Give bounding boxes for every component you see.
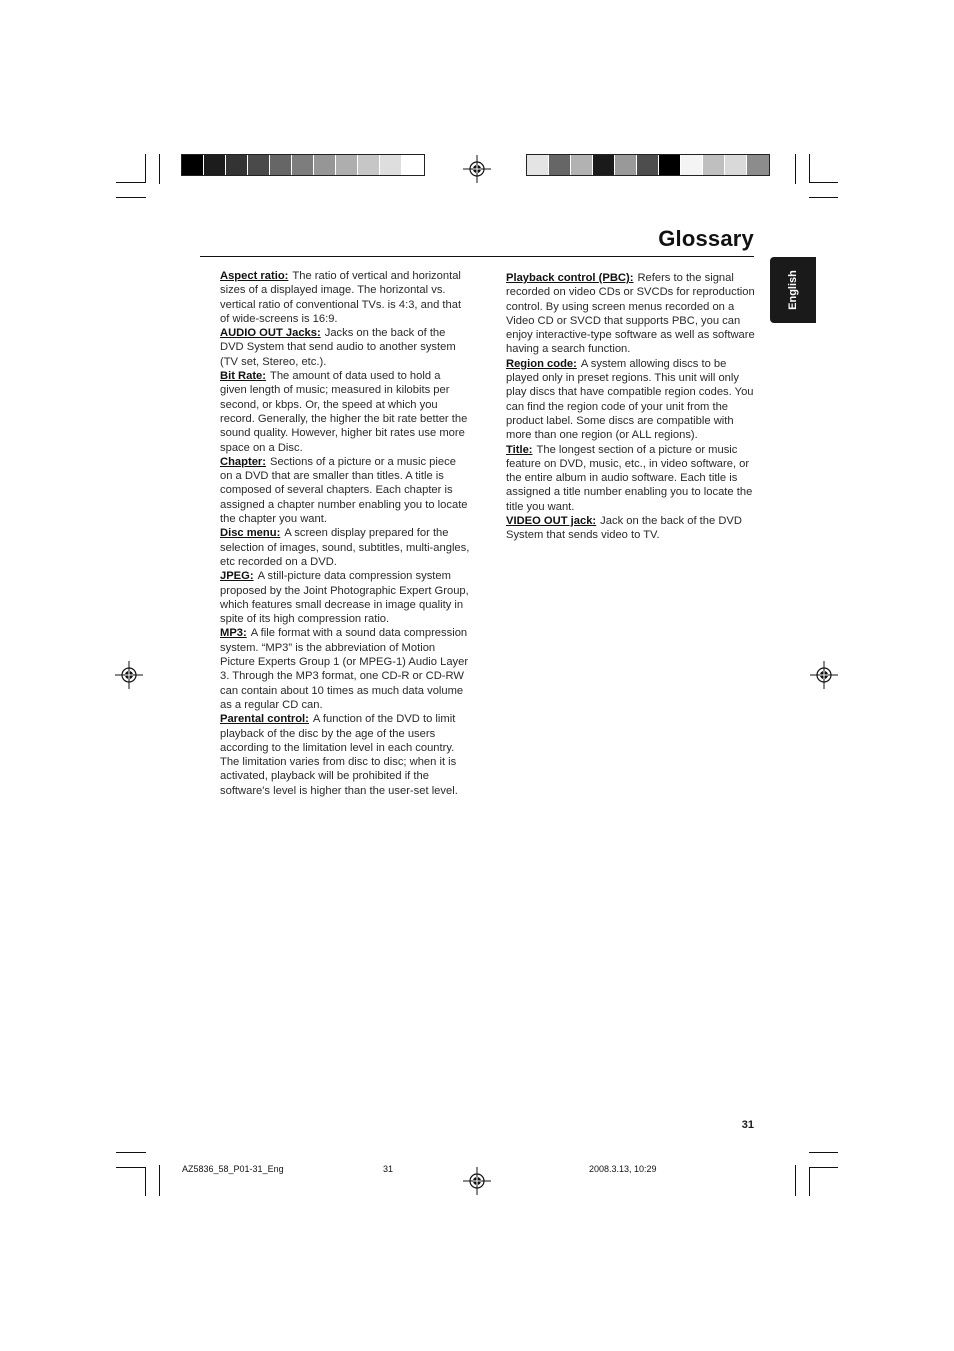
color-swatch bbox=[292, 155, 314, 175]
title-rule bbox=[200, 256, 754, 257]
glossary-entry bbox=[220, 526, 470, 569]
glossary-definition: The amount of data used to hold a given length of music; measured in kilobits per second, or kbps. Or, the speed at which you record. Generally, the higher the bit rate better the sound quality. However, higher bit rates use more space on a Disc. bbox=[220, 370, 468, 454]
crop-mark bbox=[809, 197, 838, 198]
crop-mark bbox=[809, 1167, 838, 1168]
color-swatch bbox=[380, 155, 402, 175]
glossary-definition: A function of the DVD to limit playback of the disc by the age of the users according to the limitation level in each country. The limitation varies from disc to disc; when it is activated, playback will be prohibited if the software's level is higher than the user-set level. bbox=[220, 713, 458, 797]
crop-mark bbox=[116, 182, 146, 183]
glossary-term: Disc menu: bbox=[220, 527, 281, 540]
glossary-entry bbox=[220, 269, 470, 326]
glossary-entry bbox=[220, 455, 470, 526]
glossary-term: VIDEO OUT jack: bbox=[506, 515, 597, 528]
glossary-definition: The ratio of vertical and horizontal sizes of a displayed image. The horizontal vs. vertical ratio of conventional TVs. is 4:3, and that of wide-screens is 16:9. bbox=[220, 270, 462, 325]
glossary-entry bbox=[220, 712, 470, 798]
color-swatch bbox=[637, 155, 659, 175]
glossary-entry bbox=[220, 569, 470, 626]
color-swatch bbox=[182, 155, 204, 175]
glossary-definition: A still-picture data compression system proposed by the Joint Photographic Expert Group, which features small decrease in image quality in spite of its high compression ratio. bbox=[220, 570, 469, 626]
glossary-term: Playback control (PBC): bbox=[506, 272, 634, 284]
color-swatch bbox=[336, 155, 358, 175]
glossary-entry bbox=[220, 369, 470, 455]
registration-mark-icon bbox=[463, 155, 491, 183]
crop-mark bbox=[809, 154, 810, 182]
crop-mark bbox=[116, 197, 146, 198]
color-swatch bbox=[204, 155, 226, 175]
glossary-term: Region code: bbox=[506, 357, 577, 370]
crop-mark bbox=[116, 1167, 146, 1168]
glossary-definition: Jack on the back of the DVD System that sends video to TV. bbox=[506, 515, 742, 542]
crop-mark bbox=[795, 1165, 796, 1196]
page-title: Glossary bbox=[658, 226, 754, 251]
glossary-definition: Sections of a picture or a music piece on a DVD that are smaller than titles. A title is composed of several chapters. Each chapter is assigned a chapter number enabling you to locate the chapter you want. bbox=[220, 455, 468, 526]
language-side-tab bbox=[770, 257, 816, 323]
registration-mark-icon bbox=[810, 661, 838, 689]
footer-file-name: AZ5836_58_P01-31_Eng bbox=[182, 1164, 284, 1174]
color-swatch bbox=[314, 155, 336, 175]
glossary-term: AUDIO OUT Jacks: bbox=[220, 327, 321, 340]
glossary-definition: A file format with a sound data compression system. “MP3” is the abbreviation of Motion Picture Experts Group 1 (or MPEG-1) Audio Layer 3. Through the MP3 format, one CD-R or CD-RW can contain about 10 times as much data volume as a regular CD can. bbox=[220, 627, 469, 711]
registration-mark-icon bbox=[463, 1167, 491, 1195]
glossary-entry bbox=[506, 271, 756, 357]
glossary-term: Chapter: bbox=[220, 455, 266, 468]
color-swatch bbox=[571, 155, 593, 175]
glossary-term: Bit Rate: bbox=[220, 370, 266, 383]
color-swatch bbox=[527, 155, 549, 175]
glossary-entry bbox=[506, 443, 756, 514]
color-swatch bbox=[703, 155, 725, 175]
color-calibration-bar-left bbox=[181, 154, 425, 176]
footer-page: 31 bbox=[383, 1164, 394, 1174]
color-swatch bbox=[248, 155, 270, 175]
glossary-definition: A system allowing discs to be played only in preset regions. This unit will only play discs that have compatible region codes. You can find the region code of your unit from the product label. Some discs are compatible with more than one region (or ALL regions). bbox=[506, 357, 754, 442]
glossary-definition: A screen display prepared for the selection of images, sound, subtitles, multi-angles, etc recorded on a DVD. bbox=[220, 527, 470, 568]
color-swatch bbox=[402, 155, 424, 175]
glossary-term: JPEG: bbox=[220, 570, 254, 583]
glossary-entry bbox=[220, 326, 470, 369]
glossary-column-right bbox=[506, 271, 756, 543]
crop-mark bbox=[159, 1165, 160, 1196]
crop-mark bbox=[809, 1152, 838, 1153]
crop-mark bbox=[145, 154, 146, 182]
registration-mark-icon bbox=[115, 661, 143, 689]
crop-mark bbox=[809, 1167, 810, 1196]
crop-mark bbox=[795, 154, 796, 184]
color-swatch bbox=[226, 155, 248, 175]
color-swatch bbox=[270, 155, 292, 175]
color-swatch bbox=[681, 155, 703, 175]
color-swatch bbox=[593, 155, 615, 175]
glossary-term: Title: bbox=[506, 443, 533, 456]
crop-mark bbox=[116, 1152, 146, 1153]
color-swatch bbox=[615, 155, 637, 175]
glossary-entry bbox=[220, 626, 470, 712]
crop-mark bbox=[159, 154, 160, 184]
language-tab-label: English bbox=[787, 270, 799, 310]
glossary-definition: Refers to the signal recorded on video CDs or SVCDs for reproduction control. By using screen menus recorded on a Video CD or SVCD that supports PBC, you can enjoy interactive-type software as well as software having a search function. bbox=[506, 272, 755, 356]
crop-mark bbox=[809, 182, 838, 183]
glossary-definition: The longest section of a picture or music feature on DVD, music, etc., in video software, or the entire album in audio software. Each title is assigned a title number enabling you to locate the title you want. bbox=[506, 443, 753, 513]
glossary-definition: Jacks on the back of the DVD System that send audio to another system (TV set, Stereo, etc.). bbox=[220, 327, 456, 368]
color-swatch bbox=[659, 155, 681, 175]
color-swatch bbox=[549, 155, 571, 175]
glossary-entry bbox=[506, 514, 756, 543]
color-swatch bbox=[358, 155, 380, 175]
footer-timestamp: 2008.3.13, 10:29 bbox=[589, 1164, 657, 1174]
color-calibration-bar-right bbox=[526, 154, 770, 176]
glossary-entry bbox=[506, 357, 756, 443]
color-swatch bbox=[725, 155, 747, 175]
page-number: 31 bbox=[741, 1119, 754, 1131]
glossary-term: Parental control: bbox=[220, 713, 309, 726]
color-swatch bbox=[747, 155, 769, 175]
glossary-term: MP3: bbox=[220, 627, 247, 640]
glossary-column-left bbox=[220, 269, 470, 798]
crop-mark bbox=[145, 1167, 146, 1196]
glossary-term: Aspect ratio: bbox=[220, 270, 289, 282]
